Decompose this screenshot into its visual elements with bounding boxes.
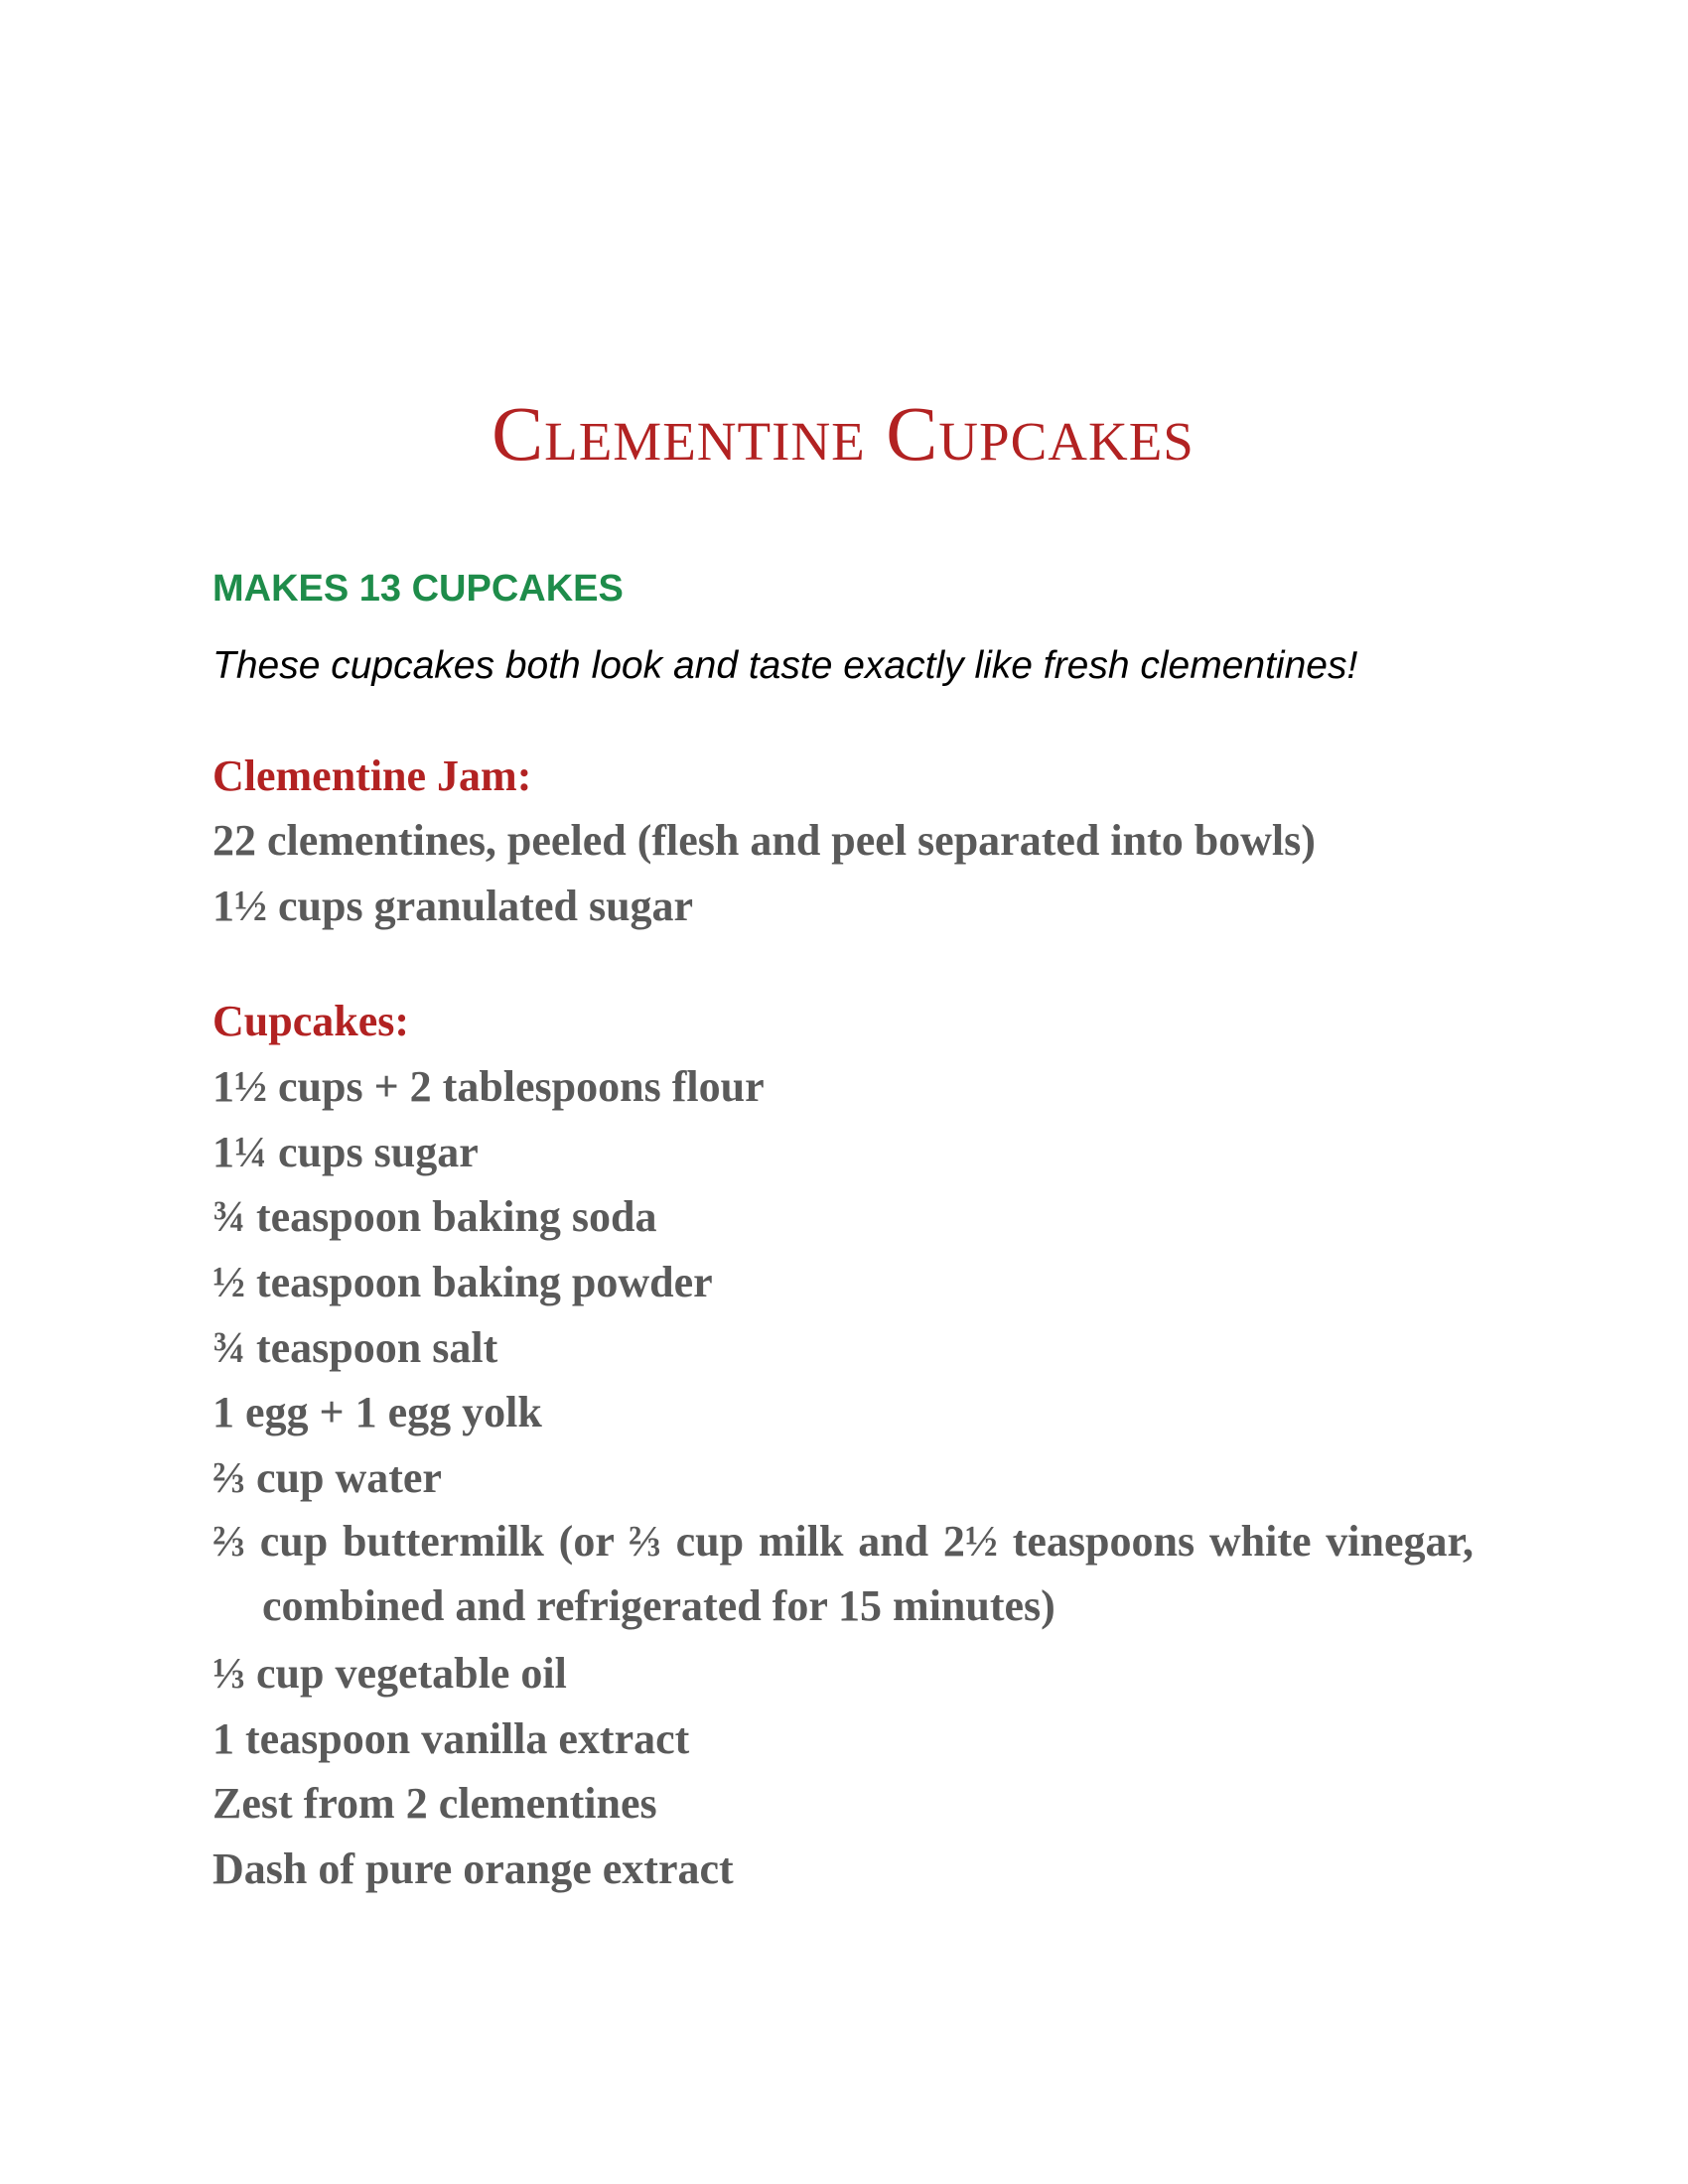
recipe-tagline: These cupcakes both look and taste exactly like fresh clementines! xyxy=(212,644,1358,687)
ingredient-item: 1½ cups + 2 tablespoons flour xyxy=(212,1062,765,1111)
cupcakes-heading: Cupcakes: xyxy=(212,997,410,1045)
ingredient-item: ⅔ cup buttermilk (or ⅔ cup milk and 2½ teaspoons white vinegar, combined and refrigerated for 15 minutes) xyxy=(212,1517,1474,1630)
recipe-title: Clementine Cupcakes xyxy=(492,390,1195,477)
ingredient-item: Dash of pure orange extract xyxy=(212,1844,734,1893)
ingredient-item: Zest from 2 clementines xyxy=(212,1779,657,1828)
ingredient-item: 1 egg + 1 egg yolk xyxy=(212,1388,542,1436)
ingredient-item: 1½ cups granulated sugar xyxy=(212,882,694,930)
ingredient-item: ½ teaspoon baking powder xyxy=(212,1258,713,1306)
ingredient-item: ¾ teaspoon salt xyxy=(212,1323,498,1372)
ingredient-item: 22 clementines, peeled (flesh and peel separated into bowls) xyxy=(212,816,1316,865)
ingredient-item: ⅓ cup vegetable oil xyxy=(212,1649,567,1698)
yield-label: MAKES 13 CUPCAKES xyxy=(212,568,624,610)
jam-heading: Clementine Jam: xyxy=(212,751,532,800)
ingredient-item: 1 teaspoon vanilla extract xyxy=(212,1714,690,1763)
ingredient-item: ⅔ cup water xyxy=(212,1453,442,1502)
ingredient-item: 1¼ cups sugar xyxy=(212,1128,479,1176)
ingredient-item: ¾ teaspoon baking soda xyxy=(212,1192,657,1241)
